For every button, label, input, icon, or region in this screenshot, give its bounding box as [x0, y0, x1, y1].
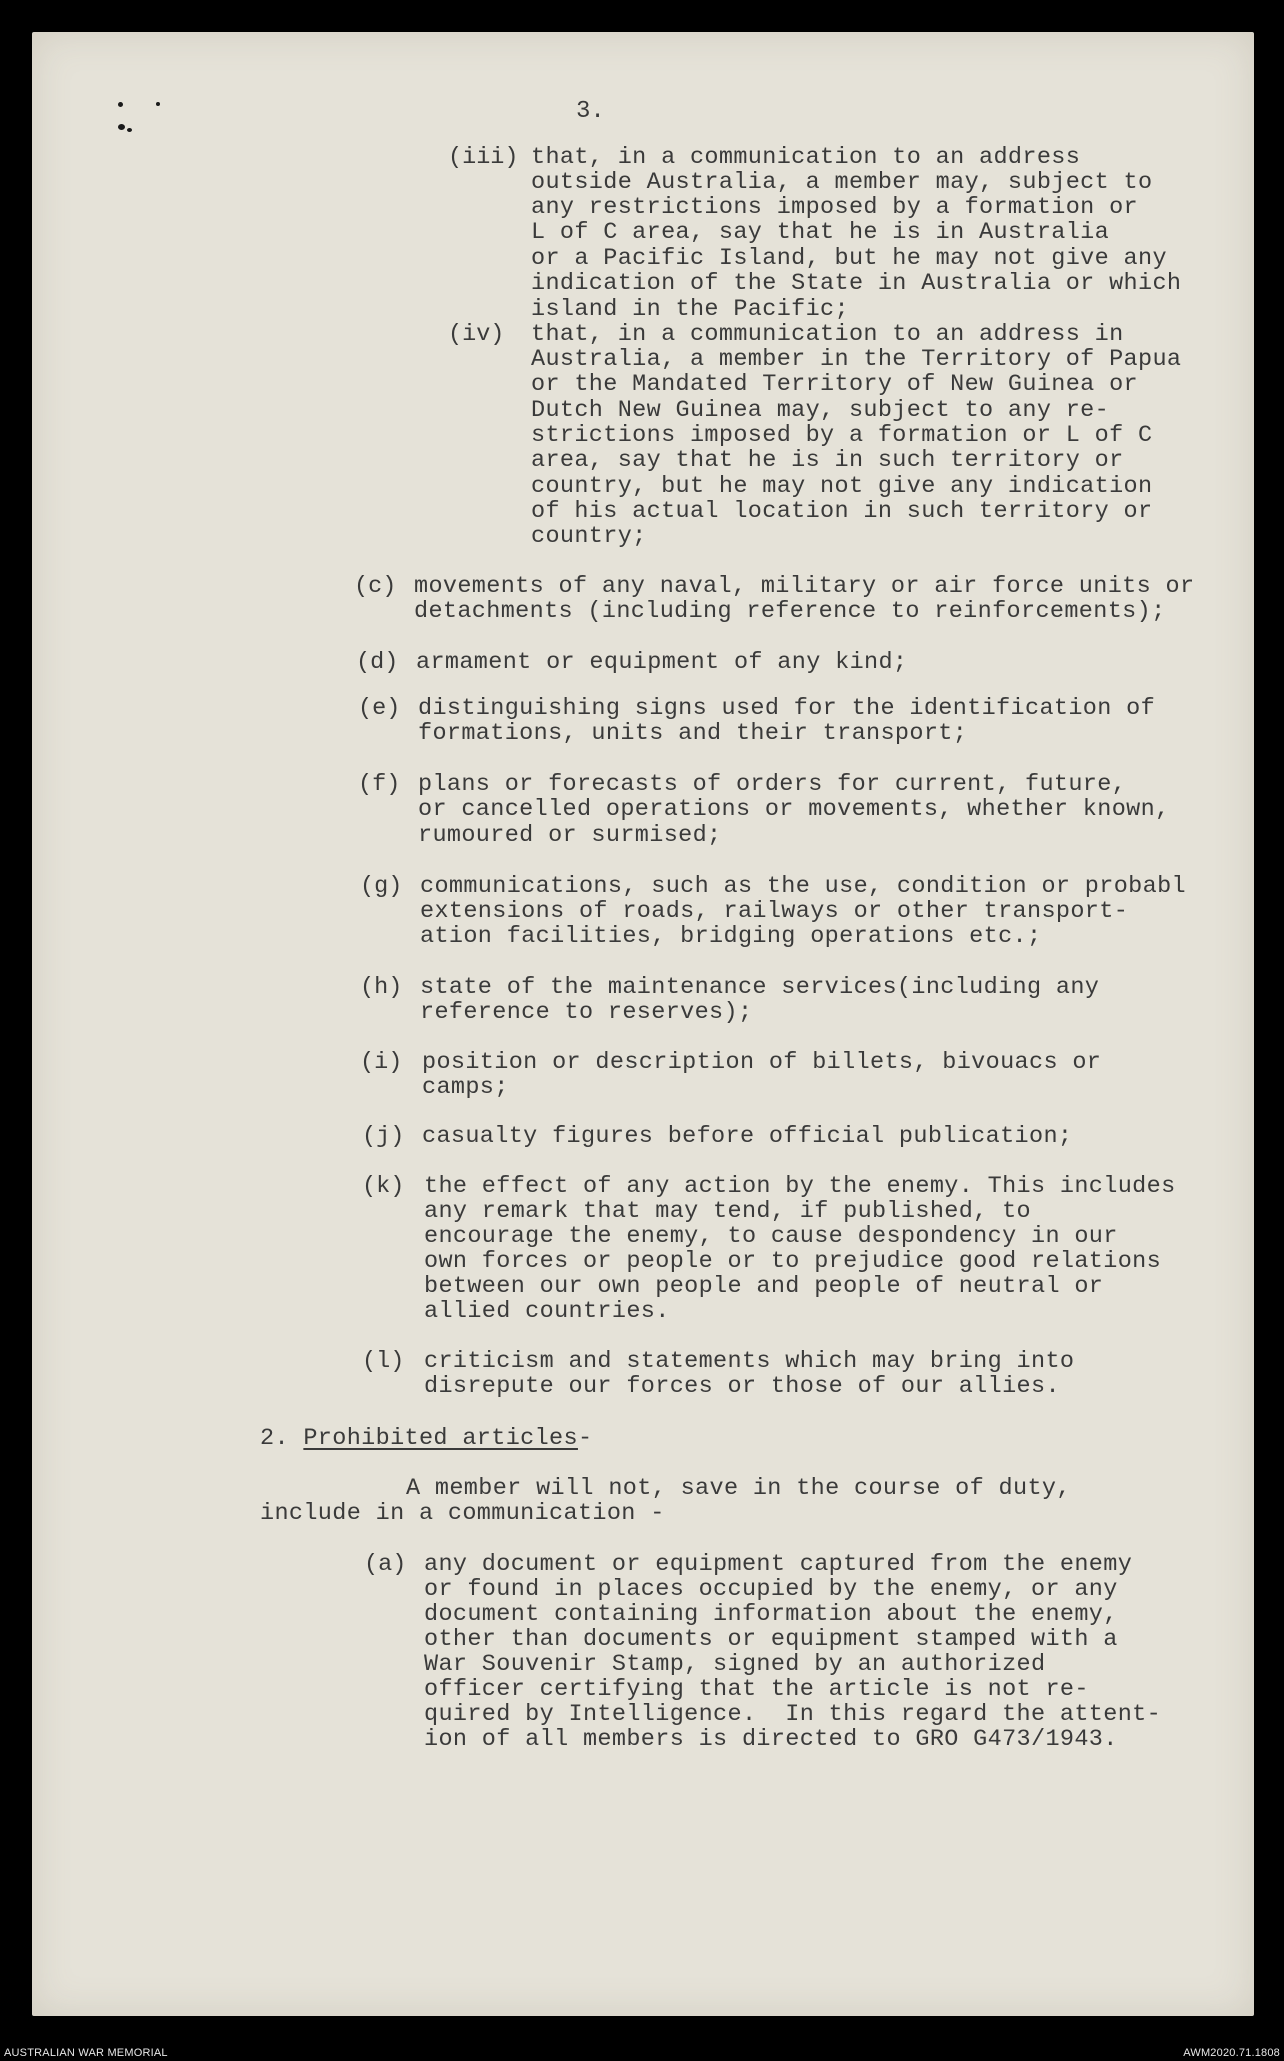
text-line: ion of all members is directed to GRO G473/1943.	[424, 1726, 1118, 1753]
list-marker: (h)	[360, 974, 403, 1001]
text-line: quired by Intelligence. In this regard the attent-	[424, 1701, 1162, 1728]
text-line: own forces or people or to prejudice good relations	[424, 1248, 1162, 1275]
footer-institution: AUSTRALIAN WAR MEMORIAL	[4, 2047, 168, 2059]
text-line: detachments (including reference to reinforcements);	[414, 598, 1166, 625]
text-line: criticism and statements which may bring into	[424, 1348, 1075, 1375]
list-marker: (i)	[360, 1049, 403, 1076]
list-marker: (d)	[356, 649, 399, 676]
ink-mark	[127, 128, 132, 132]
text-line: the effect of any action by the enemy. This includes	[424, 1173, 1176, 1200]
text-line: formations, units and their transport;	[418, 720, 968, 747]
list-marker: (l)	[362, 1348, 405, 1375]
list-marker: (iii)	[448, 144, 519, 171]
text-line: any restrictions imposed by a formation or	[531, 194, 1138, 221]
list-marker: (a)	[364, 1551, 407, 1578]
section-title: Prohibited articles	[303, 1425, 578, 1452]
text-line: armament or equipment of any kind;	[416, 649, 908, 676]
section-number: 2.	[260, 1425, 289, 1452]
text-line: that, in a communication to an address	[531, 144, 1081, 171]
text-line: document containing information about the enemy,	[424, 1601, 1118, 1628]
list-marker: (g)	[360, 873, 403, 900]
text-line: or a Pacific Island, but he may not give any	[531, 245, 1167, 272]
text-line: outside Australia, a member may, subject to	[531, 169, 1153, 196]
text-line: Dutch New Guinea may, subject to any re-	[531, 397, 1110, 424]
text-line: strictions imposed by a formation or L of C	[531, 422, 1153, 449]
page-number: 3.	[576, 98, 605, 125]
text-line: any document or equipment captured from the enemy	[424, 1551, 1133, 1578]
text-line: indication of the State in Australia or which	[531, 270, 1182, 297]
text-line: of his actual location in such territory or	[531, 498, 1153, 525]
text-line: other than documents or equipment stamped with a	[424, 1626, 1118, 1653]
text-line: position or description of billets, bivouacs or	[422, 1049, 1102, 1076]
text-line: rumoured or surmised;	[418, 822, 722, 849]
text-line: encourage the enemy, to cause despondency in our	[424, 1223, 1118, 1250]
ink-mark	[156, 102, 160, 106]
text-line: allied countries.	[424, 1298, 670, 1325]
text-line: include in a communication -	[260, 1500, 665, 1527]
text-line: state of the maintenance services(including any	[420, 974, 1100, 1001]
text-line: officer certifying that the article is not re-	[424, 1676, 1089, 1703]
text-line: that, in a communication to an address in	[531, 321, 1124, 348]
text-line: reference to reserves);	[420, 999, 753, 1026]
text-line: any remark that may tend, if published, to	[424, 1198, 1031, 1225]
list-marker: (k)	[362, 1173, 405, 1200]
text-line: or cancelled operations or movements, whether known,	[418, 796, 1170, 823]
text-line: L of C area, say that he is in Australia	[531, 219, 1110, 246]
section-title-dash: -	[577, 1425, 593, 1452]
section-heading	[260, 1426, 592, 1452]
ink-mark	[118, 124, 125, 130]
text-line: movements of any naval, military or air force units or	[414, 573, 1195, 600]
text-line: casualty figures before official publication;	[422, 1123, 1073, 1150]
text-line: between our own people and people of neutral or	[424, 1273, 1104, 1300]
text-line: or the Mandated Territory of New Guinea or	[531, 371, 1138, 398]
text-line: island in the Pacific;	[531, 296, 849, 323]
text-line: country, but he may not give any indication	[531, 473, 1153, 500]
text-line: or found in places occupied by the enemy, or any	[424, 1576, 1118, 1603]
ink-mark	[118, 102, 123, 107]
list-marker: (c)	[354, 573, 397, 600]
text-line: plans or forecasts of orders for current, future,	[418, 771, 1127, 798]
text-line: area, say that he is in such territory or	[531, 447, 1124, 474]
list-marker: (j)	[362, 1123, 405, 1150]
list-marker: (f)	[358, 771, 401, 798]
list-marker: (e)	[358, 695, 401, 722]
text-line: country;	[531, 523, 647, 550]
list-marker: (iv)	[448, 321, 505, 348]
footer-reference: AWM2020.71.1808	[1183, 2047, 1280, 2059]
text-line: ation facilities, bridging operations etc.;	[420, 923, 1042, 950]
text-line: camps;	[422, 1074, 509, 1101]
text-line: distinguishing signs used for the identification of	[418, 695, 1156, 722]
text-line: War Souvenir Stamp, signed by an authorized	[424, 1651, 1046, 1678]
text-line: Australia, a member in the Territory of Papua	[531, 346, 1182, 373]
text-line: A member will not, save in the course of duty,	[406, 1475, 1071, 1502]
text-line: communications, such as the use, condition or probabl	[420, 873, 1186, 900]
text-line: extensions of roads, railways or other transport-	[420, 898, 1129, 925]
document-page	[32, 32, 1254, 2016]
text-line: disrepute our forces or those of our allies.	[424, 1373, 1060, 1400]
